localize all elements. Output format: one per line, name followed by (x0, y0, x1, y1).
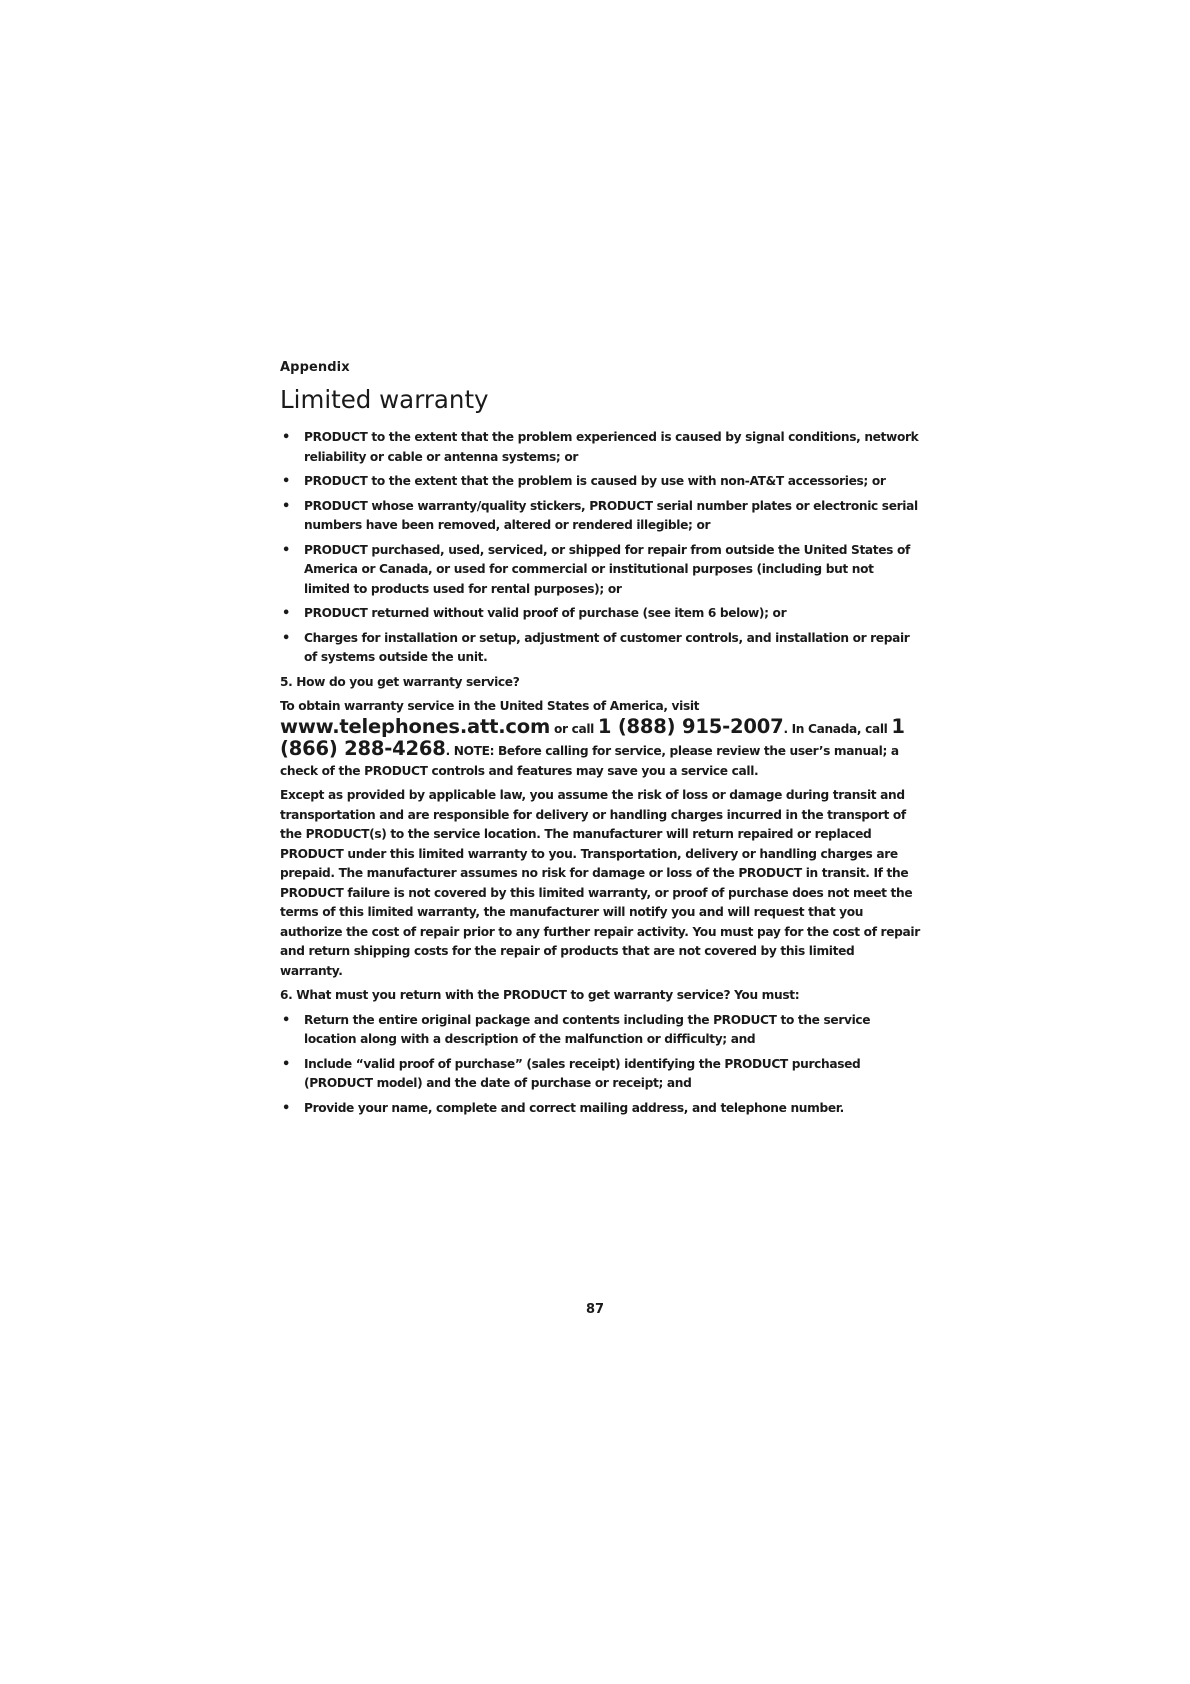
list-item: • PRODUCT to the extent that the problem is caused by use with non-AT&T accessories; or (280, 472, 920, 492)
list-item: • PRODUCT returned without valid proof of purchase (see item 6 below); or (280, 604, 920, 624)
document-page (280, 360, 920, 1123)
list-item: • Return the entire original package and contents including the PRODUCT to the service location along with a description of the malfunction or difficulty; and (280, 1011, 920, 1050)
list-item: • PRODUCT whose warranty/quality stickers, PRODUCT serial number plates or electronic serial numbers have been removed, altered or rendered illegible; or (280, 497, 920, 536)
support-website-link[interactable]: www.telephones.att.com (280, 714, 551, 738)
list-item: • Provide your name, complete and correct mailing address, and telephone number. (280, 1099, 920, 1119)
list-item: • PRODUCT to the extent that the problem experienced is caused by signal conditions, network reliability or cable or antenna systems; or (280, 428, 920, 467)
page-number: 87 (585, 1302, 605, 1317)
list-item: • Include “valid proof of purchase” (sales receipt) identifying the PRODUCT purchased (PRODUCT model) and the date of purchase or receipt; and (280, 1055, 920, 1094)
note-text: . NOTE: Before calling for service, please review the user’s manual; a check of the PRODUCT controls and features may save you a service call. (280, 744, 899, 778)
or-call-text: or call (550, 721, 598, 736)
transport-paragraph: Except as provided by applicable law, you assume the risk of loss or damage during transit and transportation and are responsible for delivery or handling charges incurred in the transport of the PRODUCT(s) to the service location. The manufacturer will return repaired or replaced PRODUCT under this limited warranty to you. Transportation, delivery or handling charges are prepaid. The manufacturer assumes no risk for damage or loss of the PRODUCT in transit. If the PRODUCT failure is not covered by this limited warranty, or proof of purchase does not meet the terms of this limited warranty, the manufacturer will notify you and will request that you authorize the cost of repair prior to any further repair activity. You must pay for the cost of repair and return shipping costs for the repair of products that are not covered by this limited warranty. (280, 788, 920, 978)
section-6-heading: 6. What must you return with the PRODUCT to get warranty service? You must: (280, 988, 800, 1002)
section-5-heading: 5. How do you get warranty service? (280, 674, 520, 689)
document-body (280, 428, 920, 1118)
exclusions-list (280, 428, 920, 668)
canada-text: . In Canada, call (783, 721, 892, 736)
warranty-service-paragraph (280, 697, 920, 781)
us-phone-number: 1 (888) 915-2007 (597, 714, 784, 738)
requirements-list (280, 1011, 920, 1119)
section-label: Appendix (280, 360, 350, 375)
list-item: • PRODUCT purchased, used, serviced, or shipped for repair from outside the United States of America or Canada, or used for commercial or institutional purposes (including but not limited to products used for rental purposes); or (280, 541, 920, 600)
page-title: Limited warranty (280, 385, 489, 414)
list-item: • Charges for installation or setup, adjustment of customer controls, and installation or repair of systems outside the unit. (280, 629, 920, 668)
canada-phone-number: 1 (866) 288-4268 (280, 714, 905, 760)
service-intro-text: To obtain warranty service in the United States of America, visit (280, 699, 700, 713)
